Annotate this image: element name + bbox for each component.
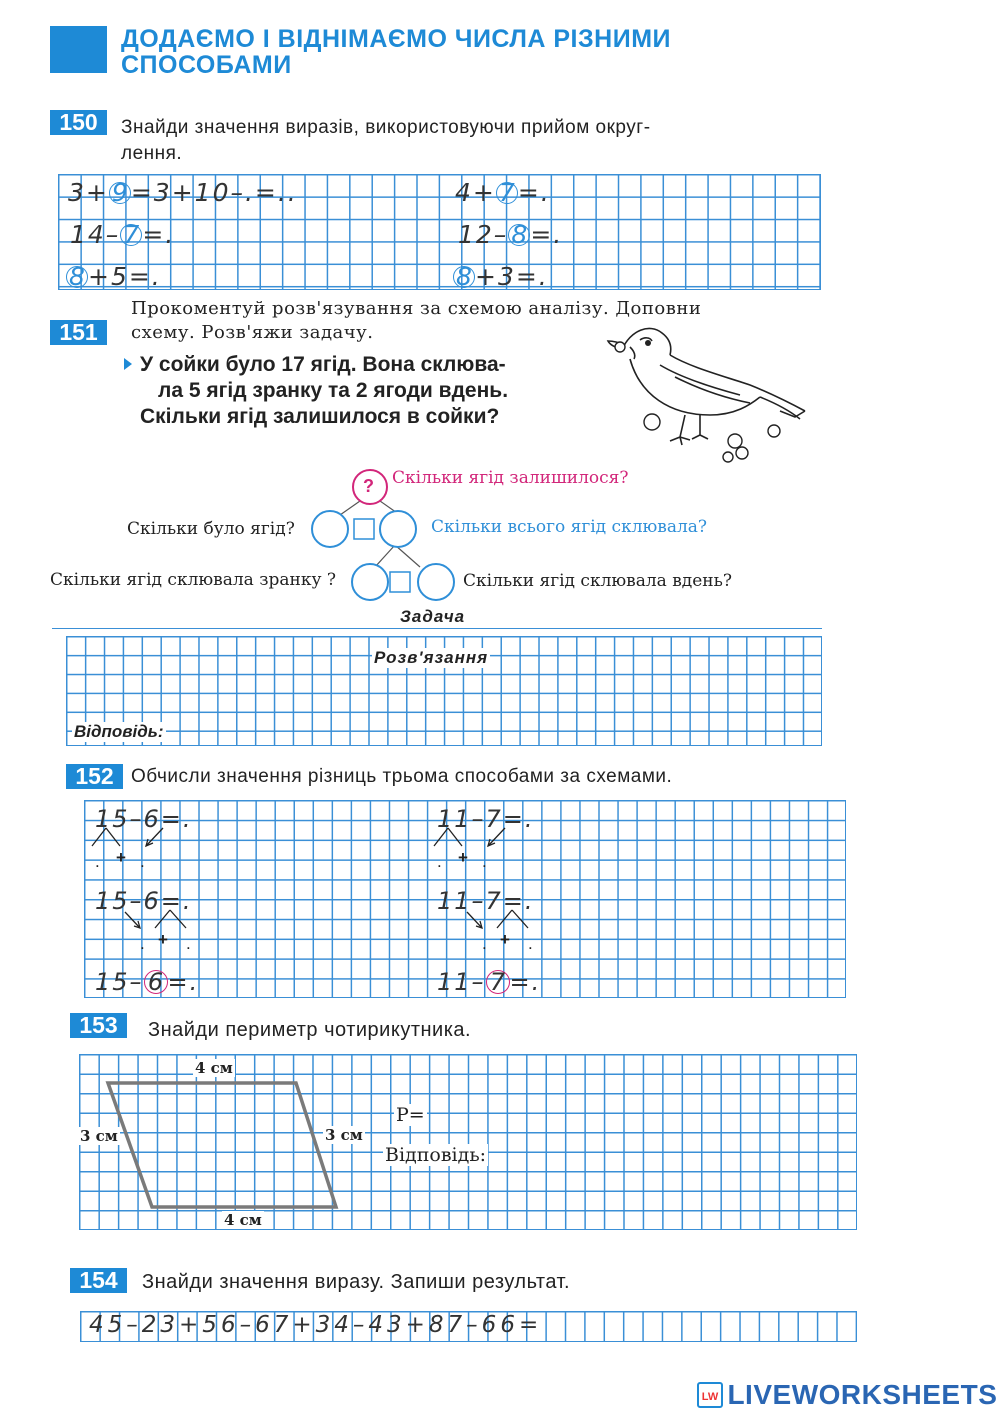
t152-left-plus-1: +: [116, 848, 126, 867]
expr-2-a: 4+: [455, 178, 496, 207]
t152-left-dot-1a: .: [95, 852, 100, 871]
task-150-expr-3[interactable]: [70, 220, 175, 249]
scheme-left-label: Скільки було ягід?: [127, 519, 295, 539]
scheme-top-mark: ?: [363, 476, 374, 496]
task-151-badge: 151: [50, 320, 107, 345]
t152-left-ring: 6: [144, 970, 168, 994]
expr-6-b: +3=.: [475, 262, 549, 291]
t152-right-expr-2[interactable]: 11–7=.: [437, 887, 535, 915]
expr-5-b: +5=.: [88, 262, 162, 291]
bullet-arrow-icon: [124, 358, 132, 370]
scheme-bottom-left-label: Скільки ягід склювала зранку ?: [50, 570, 336, 590]
side-left-label: 3 см: [80, 1127, 118, 1145]
brand-name: LIVEWORKSHEETS: [727, 1379, 998, 1410]
expr-6-ring: 8: [453, 266, 475, 288]
task-151-text-line2: схему. Розв'яжи задачу.: [131, 322, 374, 343]
side-bottom-label: 4 см: [224, 1211, 262, 1229]
page-title-line1: ДОДАЄМО І ВІДНІМАЄМО ЧИСЛА РІЗНИМИ: [121, 25, 671, 53]
task-150-text-line1: Знайди значення виразів, використовуючи прийом округ-: [121, 117, 651, 138]
task-152-badge: [66, 764, 123, 789]
task-150-badge: 150: [50, 110, 107, 135]
task-150-text: [121, 115, 651, 167]
bird-eye: [645, 340, 651, 346]
t152-right-dot-2b: .: [528, 934, 533, 953]
task-153-badge: 153: [70, 1013, 127, 1038]
task-152-number: 152: [75, 763, 114, 789]
t152-right-ring: 7: [486, 970, 510, 994]
t152-right-expr-3[interactable]: [437, 968, 541, 996]
page-title: [121, 26, 671, 78]
t152-right-dot-1b: .: [482, 852, 487, 871]
task-154-expression[interactable]: 45–23+56–67+34–43+87–66=: [89, 1312, 543, 1338]
t152-left-expr-2[interactable]: 15–6=.: [95, 887, 193, 915]
t152-right-dot-1a: .: [437, 852, 442, 871]
perimeter-label: P=: [396, 1104, 425, 1126]
scheme-left-circle[interactable]: [312, 511, 348, 547]
expr-5-ring: 8: [66, 266, 88, 288]
t152-left-expr-3a: 15–: [95, 968, 144, 996]
expr-3-b: =.: [142, 220, 176, 249]
expr-2-b: =.: [517, 178, 551, 207]
expr-4-ring: 8: [508, 224, 530, 246]
t152-right-plus-2: +: [500, 930, 510, 949]
problem-line2: ла 5 ягід зранку та 2 ягоди вдень.: [158, 379, 509, 402]
t152-right-expr-1[interactable]: 11–7=.: [437, 805, 535, 833]
t152-left-dot-2b: .: [186, 934, 191, 953]
t152-left-expr-1[interactable]: 15–6=.: [95, 805, 193, 833]
expr-1-b: =3+10–.=..: [130, 178, 298, 207]
liveworksheets-logo[interactable]: [697, 1379, 997, 1411]
task-151-problem: [140, 352, 508, 430]
zadacha-heading: Задача: [400, 607, 466, 626]
task-150-expr-2[interactable]: [455, 178, 551, 207]
rozvyazannya-heading: Розв'язання: [374, 648, 489, 667]
t152-left-dot-2a: .: [140, 934, 145, 953]
task-154-text: Знайди значення виразу. Запиши результат.: [142, 1271, 571, 1293]
t152-left-expr-3[interactable]: [95, 968, 199, 996]
task-152-text: Обчисли значення різниць трьома способами за схемами.: [131, 766, 673, 787]
expr-4-a: 12–: [458, 220, 509, 249]
expr-4-b: =.: [530, 220, 564, 249]
scheme-top-label: Скільки ягід залишилося?: [392, 468, 629, 488]
scheme-op-box-2[interactable]: [390, 572, 410, 592]
scheme-op-box-1[interactable]: [354, 519, 374, 539]
expr-3-a: 14–: [70, 220, 121, 249]
task-150-expr-1[interactable]: [68, 178, 298, 207]
expr-1-ring: 9: [109, 182, 131, 204]
page-title-line2: СПОСОБАМИ: [121, 51, 292, 79]
t152-left-dot-1b: .: [140, 852, 145, 871]
t152-right-dot-2a: .: [482, 934, 487, 953]
logo-letters: LW: [701, 1391, 719, 1403]
t152-left-expr-3b: =.: [167, 968, 200, 996]
jay-bird-illustration: [600, 315, 815, 470]
side-right-label: 3 см: [325, 1126, 363, 1144]
expr-1-a: 3+: [68, 178, 109, 207]
title-color-block: [50, 26, 107, 73]
scheme-bottom-right-circle[interactable]: [418, 564, 454, 600]
expr-2-ring: 7: [496, 182, 518, 204]
task-151-answer-label: Відповідь:: [74, 722, 164, 741]
task-150-text-line2: лення.: [121, 143, 183, 164]
side-top-label: 4 см: [195, 1059, 233, 1077]
expr-3-ring: 7: [120, 224, 142, 246]
task-150-expr-5[interactable]: [66, 262, 162, 291]
scheme-bottom-left-circle[interactable]: [352, 564, 388, 600]
logo-icon: [697, 1382, 723, 1408]
t152-right-expr-3a: 11–: [437, 968, 486, 996]
problem-line3: Скільки ягід залишилося в сойки?: [140, 405, 500, 428]
task-151-text-line1: Прокоментуй розв'язування за схемою аналізу. Доповни: [131, 298, 702, 319]
quadrilateral-figure: [100, 1075, 350, 1215]
t152-right-plus-1: +: [458, 848, 468, 867]
task-153-answer-label: Відповідь:: [385, 1144, 487, 1166]
t152-right-expr-3b: =.: [509, 968, 542, 996]
t152-left-plus-2: +: [158, 930, 168, 949]
task-153-text: Знайди периметр чотирикутника.: [148, 1019, 472, 1041]
task-150-expr-6[interactable]: [453, 262, 549, 291]
zadacha-line[interactable]: [52, 628, 822, 629]
problem-line1: У сойки було 17 ягід. Вона склюва-: [140, 353, 506, 376]
scheme-bottom-right-label: Скільки ягід склювала вдень?: [463, 571, 733, 591]
task-154-badge: 154: [70, 1268, 127, 1293]
scheme-right-circle[interactable]: [380, 511, 416, 547]
scheme-right-label: Скільки всього ягід склювала?: [431, 517, 708, 537]
task-150-expr-4[interactable]: [458, 220, 563, 249]
